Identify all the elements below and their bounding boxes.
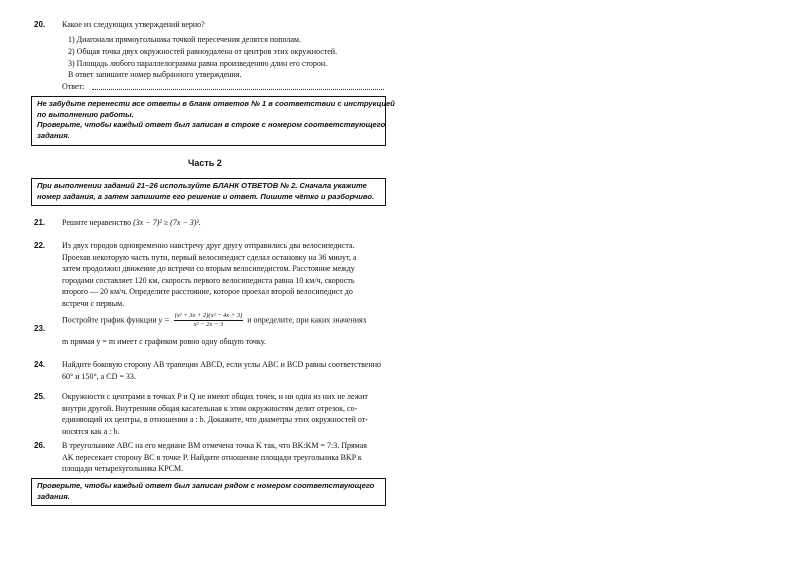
notice1-line2: по выполнению работы.	[37, 109, 134, 119]
question-26-number: 26.	[34, 441, 46, 450]
question-21-text: Решите неравенство	[62, 218, 132, 227]
question-20-option-2: 2) Общая точка двух окружностей равноудалена от центров этих окружностей.	[68, 46, 338, 56]
question-22-line-3: затем продолжил движение до встречи со вторым велосипедистом. Расстояние между	[62, 264, 355, 274]
question-20	[62, 19, 402, 31]
question-25-line-1: Окружности с центрами в точках P и Q не имеют общих точек, и ни одна из них не лежит	[62, 392, 368, 401]
notice2-line1: При выполнении заданий 21–26 используйте БЛАНК ОТВЕТОВ № 2. Сначала укажите	[37, 181, 367, 190]
notice1-line3: Проверьте, чтобы каждый ответ был записан в строке с номером соответствующего	[37, 120, 386, 129]
question-23	[62, 312, 402, 329]
question-26	[62, 440, 388, 475]
question-26-line-3: площади четырехугольника KPCM.	[62, 464, 184, 474]
part-2-title: Часть 2	[188, 158, 222, 168]
question-20-text: Какое из следующих утверждений верно?	[62, 20, 205, 29]
question-23-line-2: m прямая y = m имеет с графиком ровно одну общую точку.	[62, 337, 266, 346]
question-21-formula: (3x − 7)² ≥ (7x − 3)².	[133, 218, 201, 227]
question-22-number: 22.	[34, 241, 46, 250]
question-22-line-5: второго — 20 км/ч. Определите расстояние, которое проехал второй велосипедист до	[62, 287, 353, 297]
notice-transfer-answers	[31, 96, 395, 146]
question-23-fraction	[174, 312, 244, 329]
notice1-line1: Не забудьте перенести все ответы в бланк ответов № 1 в соответствии с инструкцией	[37, 99, 395, 108]
question-23-number: 23.	[34, 324, 46, 333]
question-23-y: y =	[158, 315, 170, 325]
answer-label: Ответ:	[62, 82, 85, 91]
question-22	[62, 240, 388, 310]
notice-answer-placement	[31, 478, 386, 506]
notice-answer-sheet-2	[31, 178, 386, 206]
question-20-option-1: 1) Диагонали прямоугольника точкой пересечения делятся пополам.	[68, 35, 301, 44]
question-22-line-1: Из двух городов одновременно навстречу друг другу отправились два велосипедиста.	[62, 241, 355, 250]
question-23-numerator: (x² + 3x + 2)(x² − 4x + 3)	[174, 312, 243, 319]
question-24	[62, 359, 392, 382]
notice3-line1: Проверьте, чтобы каждый ответ был записан рядом с номером соответствующего	[37, 481, 375, 490]
question-26-line-1: В треугольнике ABC на его медиане BM отмечена точка K так, что BK:KM = 7:3. Прямая	[62, 441, 367, 450]
question-21-number: 21.	[34, 218, 46, 227]
question-24-line-2: 60° и 150°, а CD = 33.	[62, 371, 136, 381]
question-22-line-4: городами составляет 120 км, скорость первого велосипедиста равна 10 км/ч, скорость	[62, 275, 355, 285]
question-25	[62, 391, 388, 437]
question-20-number: 20.	[34, 20, 46, 29]
question-22-line-6: встречи с первым.	[62, 298, 125, 308]
question-25-line-3: единяющий их центры, в отношении a : b. Докажите, что диаметры этих окружностей от-	[62, 415, 368, 425]
question-22-line-2: Проехав некоторую часть пути, первый велосипедист сделал остановку на 36 минут, а	[62, 252, 357, 262]
notice1-line4: задания.	[37, 130, 70, 140]
question-24-line-1: Найдите боковую сторону AB трапеции ABCD, если углы ABC и BCD равны соответственно	[62, 360, 382, 369]
answer-line[interactable]	[92, 89, 384, 90]
question-25-number: 25.	[34, 392, 46, 401]
question-24-number: 24.	[34, 360, 46, 369]
notice2-line2: номер задания, а затем запишите его решение и ответ. Пишите чётко и разборчиво.	[37, 191, 375, 201]
notice3-line2: задания.	[37, 491, 70, 501]
question-25-line-4: носятся как a : b.	[62, 426, 120, 436]
question-20-option-3: 3) Площадь любого параллелограмма равна произведению длин его сторон.	[68, 58, 328, 68]
question-25-line-2: внутри другой. Внутренняя общая касательная к этим окружностям делит отрезок, со-	[62, 403, 358, 413]
question-23-text-after: и определите, при каких значениях	[247, 315, 367, 325]
question-20-instruction: В ответ запишите номер выбранного утверждения.	[68, 70, 242, 80]
question-23-denominator: x² − 2x − 3	[193, 321, 224, 328]
question-20-options	[68, 34, 408, 81]
question-21	[62, 217, 201, 229]
question-26-line-2: AK пересекает сторону BC в точке P. Найдите отношение площади треугольника BKP к	[62, 452, 362, 462]
question-23-text-before: Постройте график функции	[62, 315, 157, 325]
